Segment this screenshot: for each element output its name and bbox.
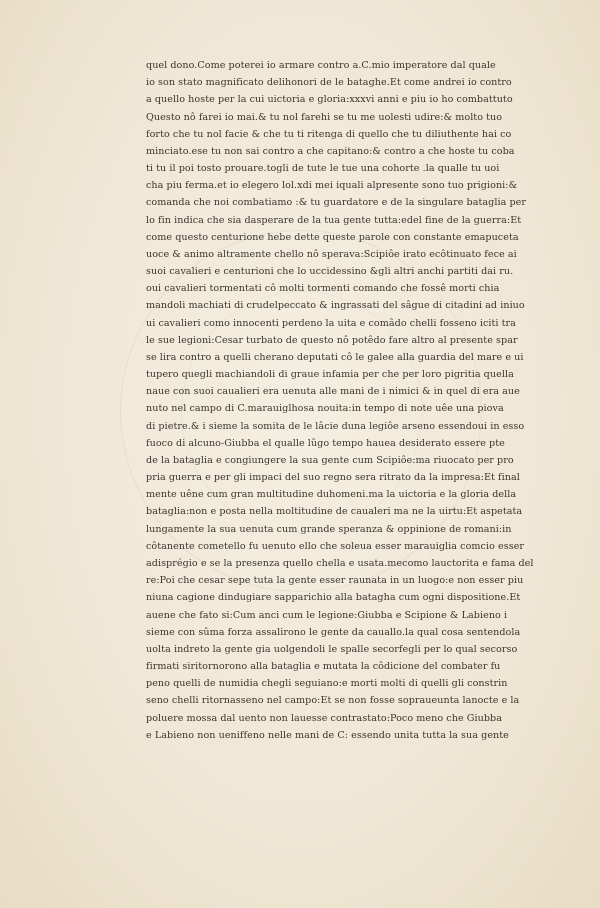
text-line: tupero quegli machiandoli di graue infamia per che per loro pigritia quella: [146, 369, 514, 381]
text-line: Questo nô farei io mai.& tu nol farehi se tu me uolesti udire:& molto tuo: [146, 111, 503, 123]
text-line: poluere mossa dal uento non lauesse contrastato:Poco meno che Giubba: [146, 712, 503, 724]
text-line: de la bataglia e congiungere la sua gente cum Scipiôe:ma riuocato per pro: [146, 454, 514, 466]
text-line: auene che fato si:Cum anci cum le legione:Giubba e Scipione & Labieno i: [146, 609, 508, 621]
body-text: [146, 57, 566, 744]
text-line: minciato.ese tu non sai contro a che capitano:& contro a che hoste tu coba: [146, 145, 515, 157]
text-line: lo fin indica che sia dasperare de la tua gente tutta:edel fine de la guerra:Et: [146, 214, 522, 226]
text-line: mandoli machiati di crudelpeccato & ingrassati del sâgue di citadini ad iniuo: [146, 300, 525, 312]
text-line: uolta indreto la gente gia uolgendoli le spalle secorfegli per lo qual secorso: [146, 643, 518, 655]
text-line: pria guerra e per gli impaci del suo regno sera ritrato da la impresa:Et final: [146, 472, 520, 484]
text-line: cha piu ferma.et io elegero lol.xdi mei iquali alpresente sono tuo prigioni:&: [146, 180, 518, 192]
text-line: le sue legioni:Cesar turbato de questo nô potêdo fare altro al presente spar: [146, 334, 518, 346]
text-line: firmati siritornorono alla bataglia e mutata la côdicione del combater fu: [146, 661, 501, 673]
text-line: naue con suoi caualieri era uenuta alle mani de i nimici & in quel di era aue: [146, 386, 520, 398]
text-line: lungamente la sua uenuta cum grande speranza & oppinione de romani:in: [146, 523, 512, 535]
text-line: seno chelli ritornasseno nel campo:Et se non fosse sopraueunta lanocte e la: [146, 695, 520, 707]
text-line: uoce & animo altramente chello nô sperava:Scipiôe irato ecôtinuato fece ai: [146, 248, 517, 260]
text-line: di pietre.& i sieme la somita de le lâcie duna legiôe arseno essendoui in esso: [146, 420, 525, 432]
text-line: peno quelli de numidia chegli seguiano:e morti molti di quelli gli constrin: [146, 678, 508, 690]
text-line: sieme con sûma forza assalirono le gente da cauallo.la qual cosa sentendola: [146, 626, 521, 638]
text-line: ti tu il poi tosto prouare.togli de tute le tue una cohorte .la qualle tu uoi: [146, 163, 500, 175]
text-line: adisprégio e se la presenza quello chella e usata.mecomo lauctorita e fama del: [146, 557, 534, 569]
text-line: come questo centurione hebe dette queste parole con constante emapuceta: [146, 231, 519, 243]
text-line: oui cavalieri tormentati cô molti tormenti comando che fossê morti chia: [146, 283, 500, 295]
text-line: côtanente cometello fu uenuto ello che soleua esser marauiglia comcio esser: [146, 540, 525, 552]
text-line: comanda che noi combatiamo :& tu guardatore e de la singulare bataglia per: [146, 197, 527, 209]
text-line: quel dono.Come poterei io armare contro a.C.mio imperatore dal quale: [146, 60, 496, 71]
text-line: e Labieno non ueniffeno nelle mani de C: essendo unita tutta la sua gente: [146, 729, 509, 741]
text-line: se lira contro a quelli cherano deputati cô le galee alla guardia del mare e ui: [146, 351, 524, 363]
text-line: bataglia:non e posta nella moltitudine de caualeri ma ne la uirtu:Et aspetata: [146, 506, 523, 518]
text-line: forto che tu nol facie & che tu ti ritenga di quello che tu diliuthente hai co: [146, 128, 512, 140]
text-line: ui cavalieri como innocenti perdeno la uita e comâdo chelli fosseno iciti tra: [146, 317, 516, 329]
text-line: niuna cagione dindugiare sapparichio alla batagha cum ogni dispositione.Et: [146, 592, 521, 604]
text-line: suoi cavalieri e centurioni che lo uccidessino &gli altri anchi partiti dai ru.: [146, 266, 514, 278]
text-line: fuoco di alcuno-Giubba el qualle lûgo tempo hauea desiderato essere pte: [146, 437, 505, 449]
text-line: io son stato magnificato delihonori de le bataghe.Et come andrei io contro: [146, 77, 512, 89]
text-line: re:Poi che cesar sepe tuta la gente esser raunata in un luogo:e non esser piu: [146, 575, 524, 587]
text-line: nuto nel campo di C.marauiglhosa nouita:in tempo di note uêe una piova: [146, 403, 504, 415]
text-line: mente uêne cum gran multitudine duhomeni.ma la uictoria e la gloria della: [146, 489, 517, 501]
text-line: a quello hoste per la cui uictoria e gloria:xxxvi anni e piu io ho combattuto: [146, 94, 513, 106]
